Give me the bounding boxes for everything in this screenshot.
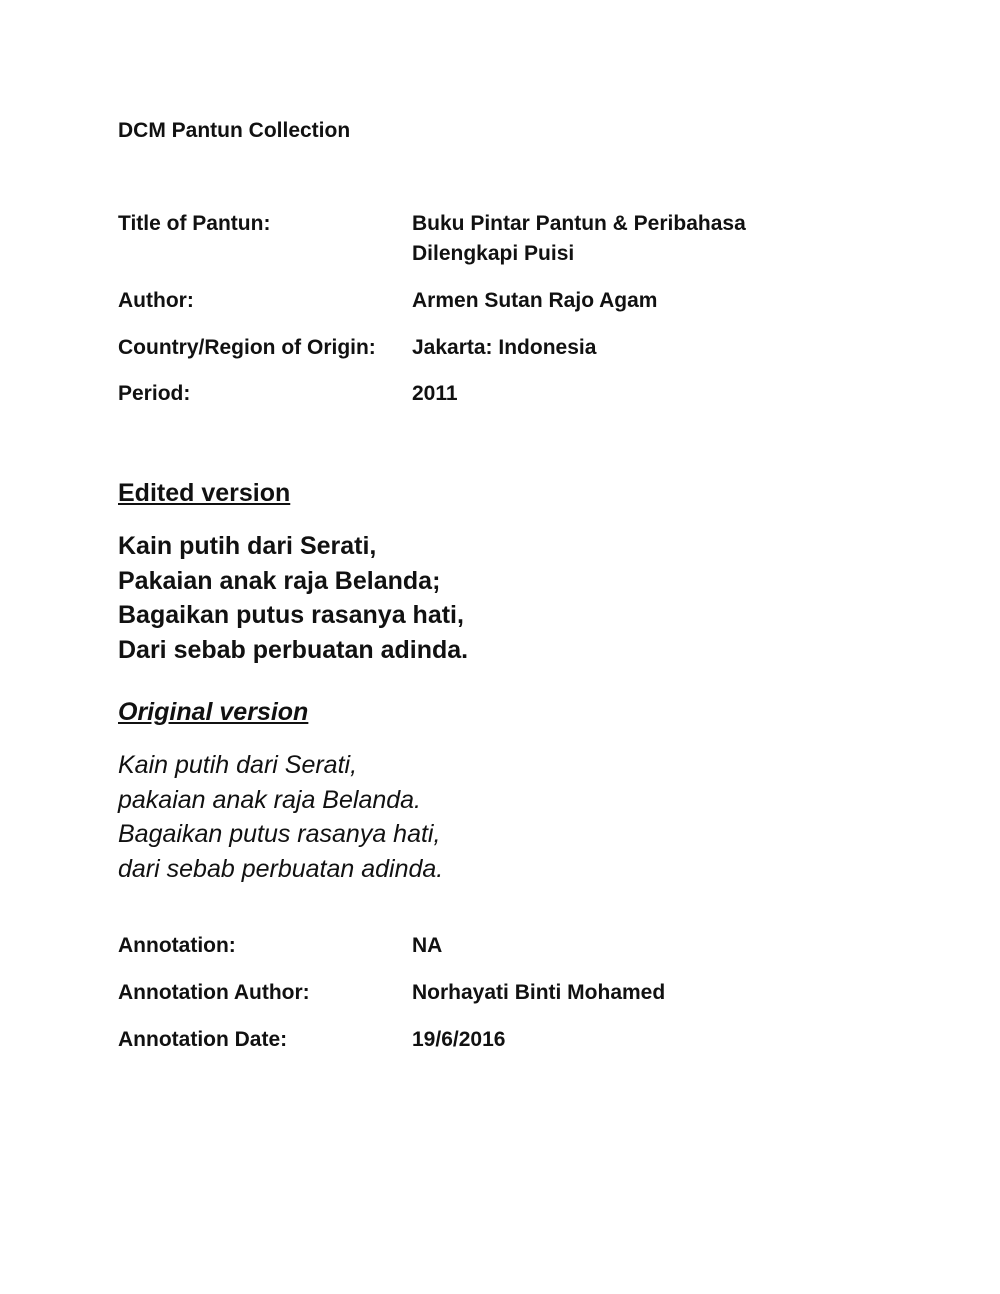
- original-version-heading: Original version: [118, 698, 309, 726]
- meta-value: Armen Sutan Rajo Agam: [412, 289, 658, 312]
- meta-label: Period:: [118, 382, 191, 405]
- annotation-value: NA: [412, 934, 443, 957]
- meta-value: [412, 209, 832, 269]
- edited-verse: [118, 529, 468, 667]
- meta-value-line: Dilengkapi Puisi: [412, 242, 575, 265]
- meta-label: Country/Region of Origin:: [118, 336, 376, 359]
- meta-value-line: Buku Pintar Pantun & Peribahasa: [412, 212, 746, 235]
- verse-line: Pakaian anak raja Belanda;: [118, 566, 441, 595]
- verse-line: dari sebab perbuatan adinda.: [118, 854, 444, 883]
- annotation-value: 19/6/2016: [412, 1028, 506, 1051]
- edited-version-heading: Edited version: [118, 479, 291, 507]
- verse-line: Bagaikan putus rasanya hati,: [118, 820, 441, 848]
- meta-value: Jakarta: Indonesia: [412, 336, 597, 359]
- collection-title: DCM Pantun Collection: [118, 119, 351, 142]
- verse-line: Kain putih dari Serati,: [118, 532, 377, 560]
- annotation-label: Annotation Date:: [118, 1028, 288, 1051]
- annotation-label: Annotation:: [118, 934, 236, 957]
- original-verse: [118, 748, 443, 886]
- meta-label: Author:: [118, 289, 194, 312]
- annotation-value: Norhayati Binti Mohamed: [412, 981, 666, 1004]
- verse-line: Dari sebab perbuatan adinda.: [118, 635, 469, 664]
- meta-value: 2011: [412, 382, 458, 405]
- verse-line: pakaian anak raja Belanda.: [118, 785, 422, 814]
- verse-line: Kain putih dari Serati,: [118, 751, 358, 779]
- annotation-label: Annotation Author:: [118, 981, 310, 1004]
- verse-line: Bagaikan putus rasanya hati,: [118, 601, 464, 629]
- meta-label: Title of Pantun:: [118, 212, 271, 235]
